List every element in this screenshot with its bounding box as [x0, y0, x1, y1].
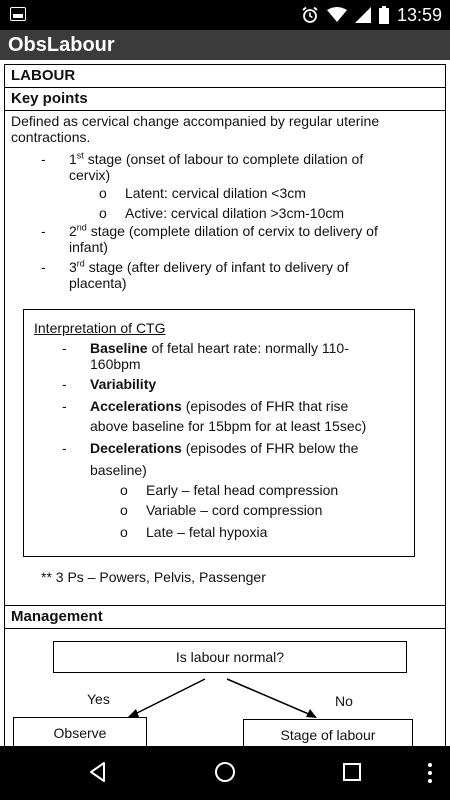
stage2-line2: infant)	[69, 239, 108, 255]
ctg-variable: Variable – cord compression	[146, 502, 323, 518]
ctg-decelerations-line2: baseline)	[90, 462, 147, 478]
status-bar	[0, 0, 450, 30]
management-heading: Management	[11, 608, 103, 625]
document-page	[4, 64, 446, 746]
circle-bullet: o	[120, 502, 128, 518]
ctg-accelerations: Accelerations (episodes of FHR that rise	[90, 398, 349, 414]
arrow-yes	[133, 679, 205, 715]
dash-bullet: -	[62, 398, 67, 414]
circle-bullet: o	[99, 205, 107, 221]
recents-icon[interactable]	[340, 760, 364, 784]
cellular-icon	[355, 7, 371, 23]
ctg-late: Late – fetal hypoxia	[146, 524, 268, 540]
flow-stage-box	[243, 719, 413, 746]
flow-observe-box	[13, 717, 147, 746]
dash-bullet: -	[62, 340, 67, 356]
flow-question-text: Is labour normal?	[175, 649, 285, 665]
flow-observe-text: Observe	[53, 725, 107, 741]
dash-bullet: -	[62, 440, 67, 456]
ctg-title: Interpretation of CTG	[34, 320, 166, 336]
ctg-early: Early – fetal head compression	[146, 482, 339, 498]
wifi-icon	[327, 7, 347, 23]
navigation-bar	[0, 746, 450, 800]
latent-text: Latent: cervical dilation <3cm	[125, 185, 306, 201]
dash-bullet: -	[41, 151, 46, 167]
dash-bullet: -	[41, 223, 46, 239]
overflow-menu-icon[interactable]	[424, 762, 436, 784]
stage2-line1: 2nd stage (complete dilation of cervix to delivery of	[69, 222, 378, 239]
key-points-heading: Key points	[5, 88, 445, 111]
three-ps-note: ** 3 Ps – Powers, Pelvis, Passenger	[41, 569, 266, 585]
section-title: LABOUR	[5, 65, 445, 88]
ctg-decelerations: Decelerations (episodes of FHR below the	[90, 440, 359, 456]
arrow-no	[227, 679, 311, 715]
circle-bullet: o	[120, 482, 128, 498]
ctg-accelerations-line2: above baseline for 15bpm for at least 15sec)	[90, 418, 367, 434]
dash-bullet: -	[62, 376, 67, 392]
document-view[interactable]	[0, 60, 450, 746]
stage1-line2: cervix)	[69, 167, 111, 183]
stage1-line1: 1st stage (onset of labour to complete dilation of	[69, 150, 364, 167]
alarm-icon	[301, 6, 319, 24]
circle-bullet: o	[99, 185, 107, 201]
active-text: Active: cervical dilation >3cm-10cm	[125, 205, 345, 221]
dash-bullet: -	[41, 259, 46, 275]
stage3-line2: placenta)	[69, 275, 127, 291]
app-title: ObsLabour	[8, 34, 115, 56]
ctg-baseline: Baseline of fetal heart rate: normally 110-	[90, 340, 349, 356]
battery-icon	[379, 6, 389, 24]
flow-stage-text: Stage of labour	[280, 727, 376, 743]
ctg-baseline-line2: 160bpm	[90, 356, 141, 372]
status-icons	[301, 0, 442, 30]
circle-bullet: o	[120, 524, 128, 540]
flow-no-label: No	[335, 693, 353, 709]
definition-line2: contractions.	[11, 129, 91, 145]
stage3-line1: 3rd stage (after delivery of infant to delivery of	[69, 258, 349, 275]
back-icon[interactable]	[86, 760, 110, 784]
status-time: 13:59	[396, 4, 442, 25]
definition-line1: Defined as cervical change accompanied by regular uterine	[11, 113, 380, 129]
ctg-variability: Variability	[90, 376, 157, 392]
home-icon[interactable]	[213, 760, 237, 784]
flow-yes-label: Yes	[87, 691, 110, 707]
app-bar	[0, 30, 450, 60]
flow-arrows	[5, 65, 445, 746]
image-icon	[10, 7, 26, 21]
